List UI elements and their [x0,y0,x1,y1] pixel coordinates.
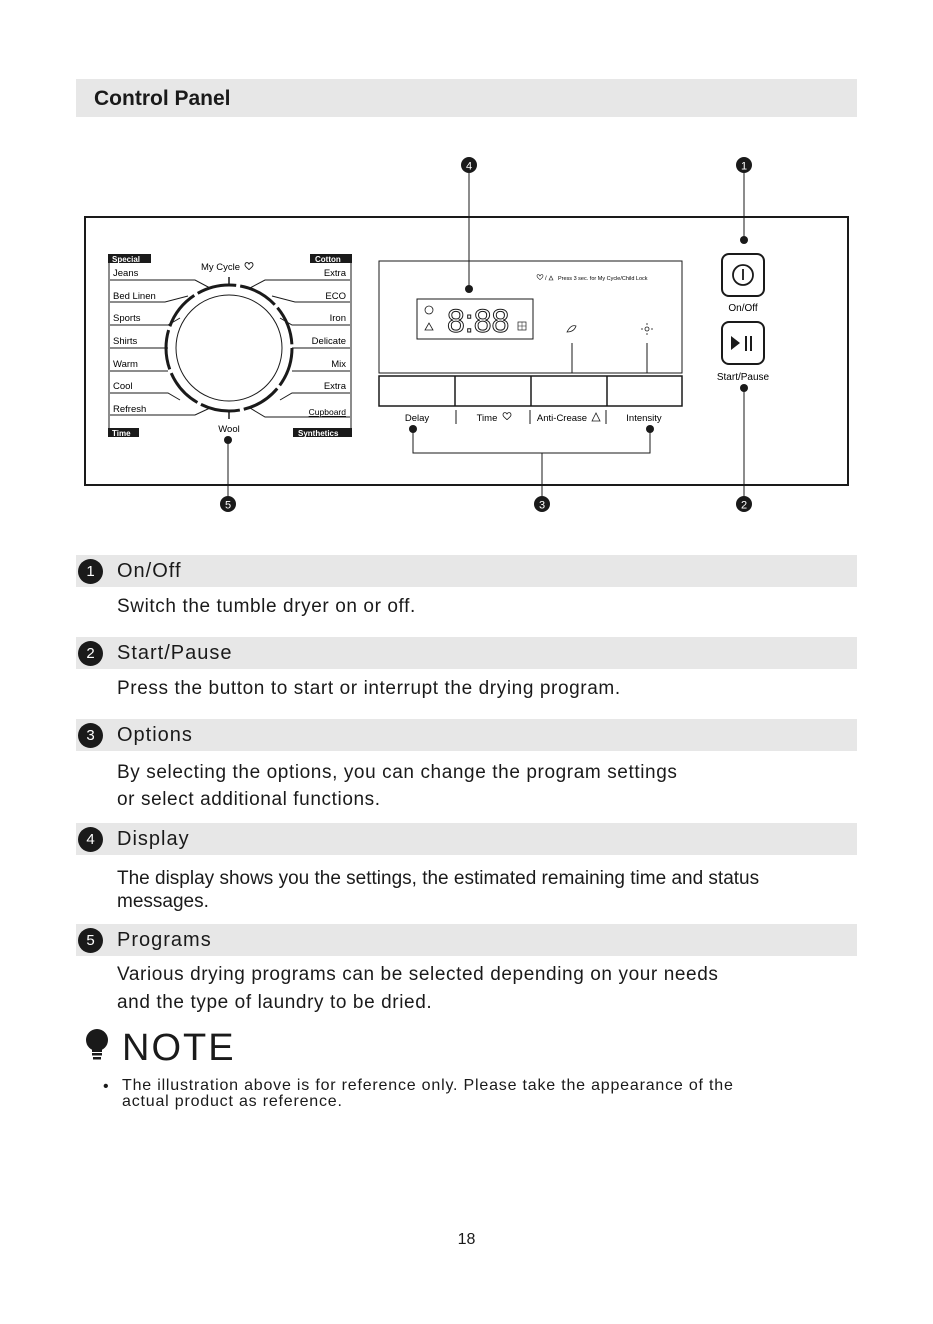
section-2-body: Press the button to start or interrupt the drying program. [117,678,621,699]
note-text [122,1078,872,1110]
lightbulb-icon [84,1028,114,1062]
note-line-2: actual product as reference. [122,1093,343,1110]
program-bed-linen: Bed Linen [113,291,156,302]
program-cupboard: Cupboard [308,407,346,417]
callout-3: 3 [538,499,546,512]
callout-5: 5 [224,499,232,512]
section-5-body-line-2: and the type of laundry to be dried. [117,992,433,1013]
program-eco: ECO [325,291,346,302]
option-intensity-label: Intensity [626,413,662,424]
section-3-title: Options [117,724,193,746]
program-my-cycle: My Cycle [201,262,241,273]
sun-icon [641,323,653,335]
child-lock-icon [549,276,553,280]
slash-glyph: / [545,276,547,282]
section-3-body-line-1: By selecting the options, you can change the program settings [117,762,678,783]
program-wool: Wool [218,424,240,435]
option-time-label: Time [476,413,498,424]
section-4-number: 4 [78,827,103,852]
section-5-title: Programs [117,929,212,951]
program-jeans: Jeans [113,268,139,279]
section-4-body-line-1: The display shows you the settings, the estimated remaining time and status [117,868,760,889]
synthetics-label: Synthetics [298,429,339,438]
program-extra-2: Extra [323,381,346,392]
display-hint: Press 3 sec. for My Cycle/Child Lock [558,276,648,282]
display-digits: 8:88 [447,303,510,339]
section-2-title: Start/Pause [117,642,233,664]
program-mix: Mix [331,359,346,370]
program-sports: Sports [113,313,141,324]
control-panel-diagram [0,0,933,530]
page-title: Control Panel [94,87,231,110]
section-4-bar [76,823,857,855]
lock-icon [425,323,433,330]
on-off-label: On/Off [728,303,758,314]
leaf-icon [567,326,576,332]
program-shirts: Shirts [113,336,138,347]
section-3-body-line-2: or select additional functions. [117,789,381,810]
section-4-title: Display [117,828,190,850]
special-label: Special [112,255,141,264]
note-title: NOTE [122,1027,236,1069]
section-1-title: On/Off [117,560,182,582]
program-dial[interactable] [176,295,282,401]
section-3-number: 3 [78,723,103,748]
start-pause-label: Start/Pause [716,372,770,383]
program-extra-1: Extra [323,268,346,279]
start-pause-button[interactable] [722,322,764,364]
section-5-number: 5 [78,928,103,953]
page-number: 18 [457,1231,476,1248]
callout-2: 2 [740,499,748,512]
section-1-number: 1 [78,559,103,584]
section-3-bar [76,719,857,751]
program-iron: Iron [329,313,346,324]
heart-time-icon [503,413,511,420]
heart-icon [245,263,253,270]
program-cool: Cool [113,381,133,392]
option-anti-crease-label: Anti-Crease [536,413,588,424]
time-label: Time [112,429,131,438]
note-bullet: • [103,1078,109,1095]
cotton-label: Cotton [315,255,341,264]
heart-small-icon [537,275,543,281]
section-5-body-line-1: Various drying programs can be selected depending on your needs [117,964,719,985]
program-delicate: Delicate [311,336,346,347]
callout-1: 1 [740,160,748,173]
section-1-body: Switch the tumble dryer on or off. [117,596,416,617]
child-lock-option-icon [592,413,600,421]
note-line-1: The illustration above is for reference only. Please take the appearance of the [122,1077,734,1094]
clock-icon [425,306,433,314]
play-pause-icon [731,336,740,350]
program-warm: Warm [113,359,138,370]
callout-4: 4 [465,160,473,173]
program-refresh: Refresh [113,404,147,415]
section-2-number: 2 [78,641,103,666]
section-4-body-line-2: messages. [117,891,209,912]
option-delay-label: Delay [404,413,430,424]
section-1-bar [76,555,857,587]
